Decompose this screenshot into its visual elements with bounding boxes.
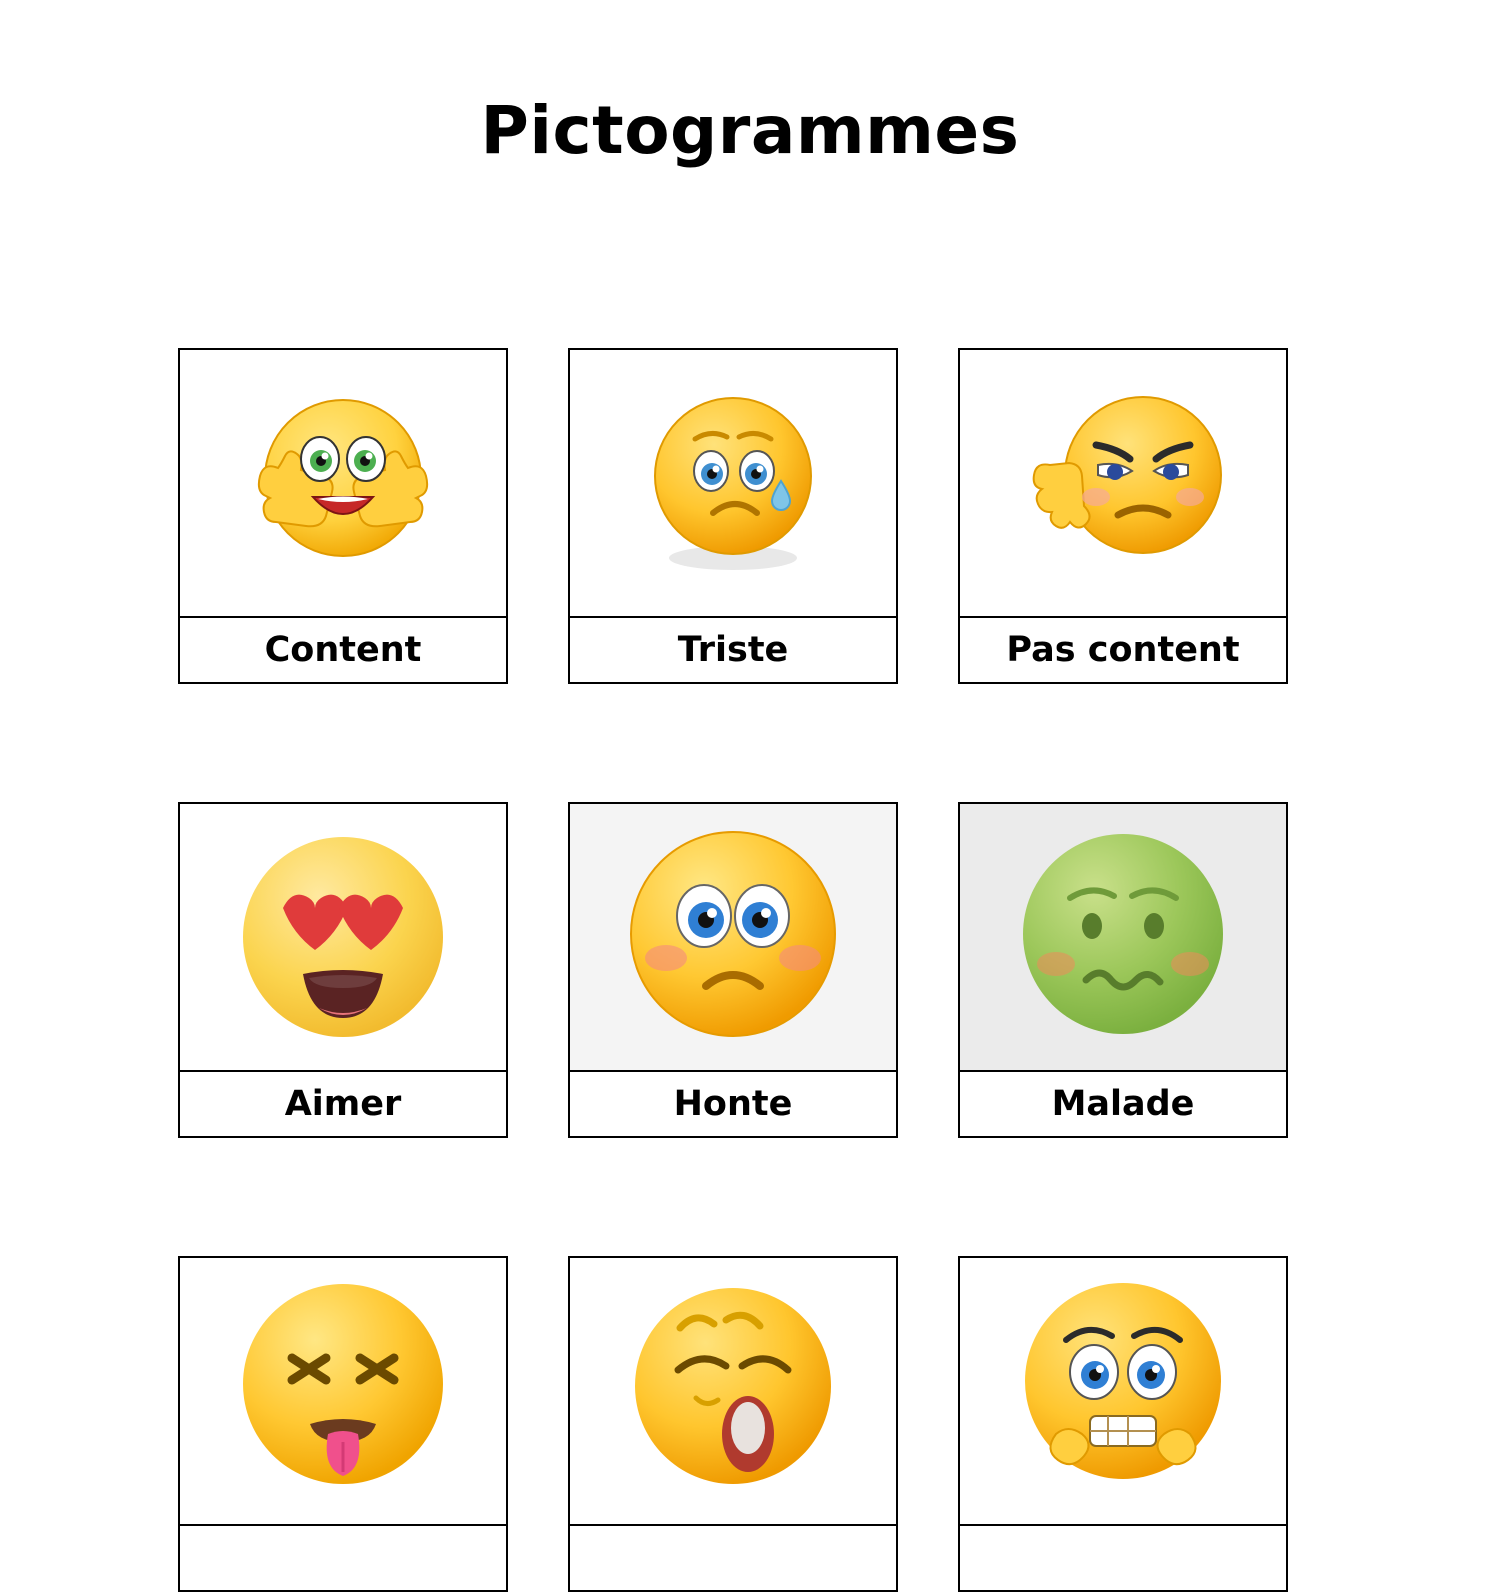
pictogram-label: Content <box>180 618 506 682</box>
pictogram-card[interactable] <box>178 802 508 1138</box>
pictogram-image <box>570 804 896 1072</box>
pictogram-label <box>960 1526 1286 1590</box>
pictogram-label: Honte <box>570 1072 896 1136</box>
grid-spacer <box>898 348 958 684</box>
pictogram-label: Pas content <box>960 618 1286 682</box>
pictogram-card[interactable] <box>178 348 508 684</box>
thumbs-up-smiley-icon <box>208 373 478 593</box>
pictogram-label: Malade <box>960 1072 1286 1136</box>
nervous-scared-smiley-icon <box>998 1266 1248 1516</box>
tired-yawning-smiley-icon <box>608 1266 858 1516</box>
pictogram-image <box>180 804 506 1072</box>
page-title: Pictogrammes <box>480 92 1020 169</box>
pictogram-card[interactable] <box>568 802 898 1138</box>
pictogram-card[interactable] <box>568 1256 898 1592</box>
pictogram-image <box>960 804 1286 1072</box>
pictogram-image <box>960 1258 1286 1526</box>
sick-green-smiley-icon <box>998 812 1248 1062</box>
crying-sad-smiley-icon <box>613 373 853 593</box>
pictogram-card[interactable] <box>568 348 898 684</box>
pictogram-card[interactable] <box>958 348 1288 684</box>
grid-spacer <box>508 348 568 684</box>
grid-spacer <box>898 802 958 1138</box>
pictogram-grid <box>178 348 1288 1592</box>
pictogram-label <box>180 1526 506 1590</box>
pictogram-label: Aimer <box>180 1072 506 1136</box>
tongue-out-squinting-smiley-icon <box>218 1266 468 1516</box>
grid-spacer <box>508 802 568 1138</box>
pictogram-card[interactable] <box>958 802 1288 1138</box>
pictogram-image <box>570 1258 896 1526</box>
thumbs-down-angry-smiley-icon <box>988 373 1258 593</box>
pictogram-image <box>960 350 1286 618</box>
grid-spacer <box>508 1256 568 1592</box>
grid-spacer <box>898 1256 958 1592</box>
pictogram-image <box>180 1258 506 1526</box>
pictogram-image <box>180 350 506 618</box>
pictogram-image <box>570 350 896 618</box>
blushing-sad-smiley-icon <box>608 812 858 1062</box>
heart-eyes-smiley-icon <box>223 822 463 1052</box>
pictogram-card[interactable] <box>958 1256 1288 1592</box>
pictogram-label <box>570 1526 896 1590</box>
pictogram-label: Triste <box>570 618 896 682</box>
pictogram-card[interactable] <box>178 1256 508 1592</box>
